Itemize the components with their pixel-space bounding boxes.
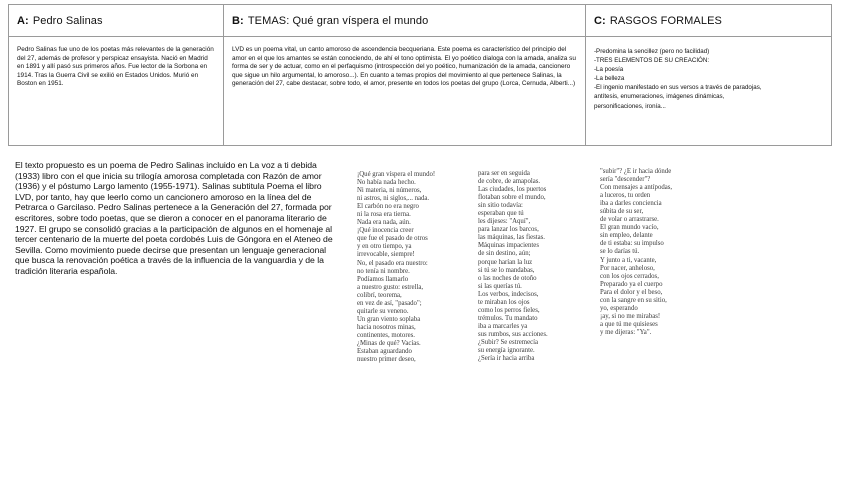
- poem-line: de sin destino, aún;: [478, 250, 531, 258]
- poem-line: las máquinas, las fiestas.: [478, 234, 546, 242]
- poem-line: con los ojos cerrados,: [600, 272, 659, 280]
- poem-line: de cobre, de amapolas.: [478, 178, 541, 186]
- column-letter: C:: [594, 14, 606, 27]
- poem-line: en vez de así, "pasado";: [357, 299, 422, 307]
- poem-line: iba a darles conciencia: [600, 200, 662, 208]
- poem-line: a luceros, tu orden: [600, 192, 651, 200]
- poem-line: Máquinas impacientes: [478, 242, 539, 250]
- author-bio: Pedro Salinas fue uno de los poetas más relevantes de la generación del 27, además de profesor y perspicaz ensayista. Nació en Madrid en 1891 y allí pasó sus primeros años. Fue lector de la Sorbona en 1914. Tras la Guerra Civil se exilió en Estados Unidos. Murió en Boston en 1951.: [17, 46, 214, 88]
- poem-line: sin empleo, delante: [600, 232, 653, 240]
- column-features-header: [586, 5, 831, 37]
- poem-line: "subir"? ¿E ir hacia dónde: [600, 168, 672, 175]
- poem-line: Ni materia, ni números,: [357, 187, 422, 195]
- poem-line: nuestro primer deseo,: [357, 356, 416, 364]
- poem-line: No, el pasado era nuestro:: [357, 259, 428, 267]
- feature-item: -Predomina la sencillez (pero no facilidad): [594, 48, 710, 55]
- poem-line: su energía ignorante.: [478, 347, 535, 355]
- poem-line: para lanzar los barcos,: [478, 226, 539, 234]
- column-formal-features: [586, 5, 831, 145]
- poem-line: flotaban sobre el mundo,: [478, 194, 546, 202]
- poem-line: quitarle su veneno.: [357, 307, 409, 315]
- column-title: Pedro Salinas: [32, 14, 103, 27]
- themes-text: LVD es un poema vital, un canto amoroso de ascendencia becqueriana. Este poema es característico del principio del amor en el que los amantes se están conociendo, de ahí el tono optimista. El yo poético dialoga con la amada, analiza su forma de ser y de actuar, como en el perfaquismo (introspección del yo poético, humanización de la amada, cancionero que sigue un hilo argumental, lo amoroso...). En cuanto a temas propios del movimiento al que pertenece Salinas, la generación del 27, cabe destacar, sobre todo, el amor, presente en todos los poetas del grupo (Lorca, Cernuda, Alberti...): [232, 46, 576, 88]
- poem-line: No había nada hecho.: [357, 179, 416, 187]
- poem-line: a nuestro gusto: estrella,: [357, 283, 424, 291]
- poem-line: Preparado ya el cuerpo: [600, 280, 663, 288]
- poem-column-2: [478, 170, 548, 363]
- intro-paragraph: El texto propuesto es un poema de Pedro Salinas incluido en La voz a ti debida (1933) libro con el que inicia su trilogía amorosa completada con Razón de amor (1936) y el póstumo Largo lamento (1955-1971). Salinas subtitula Poema el libro LVD, por tanto, hay que leerlo como un cancionero amoroso en la línea del de Petrarca o Garcilaso. Pedro Salinas pertenece a la Generación del 27, formada por escritores, sobre todo poetas, que se dieron a conocer en el panorama literario de 1927. El grupo se consolidó gracias a la participación de algunos en el homenaje al tercer centenario de la muerte del poeta cordobés Luis de Góngora en el Ateneo de Sevilla. Como movimiento puede decirse que presentan un lenguaje generacional que busca la renovación poética a través de la influencia de la vanguardia y de la tradición literaria española.: [15, 160, 333, 276]
- features-list: [586, 37, 831, 111]
- feature-item: personificaciones, ironía...: [594, 102, 666, 110]
- poem-line: Las ciudades, los puertos: [478, 186, 547, 194]
- feature-item: -La poesía: [594, 66, 624, 74]
- poem-line: ¿Subir? Se estremecía: [478, 338, 539, 346]
- poem-line: para ser en seguida: [478, 170, 530, 177]
- poem-line: Y junto a ti, vacante,: [600, 256, 657, 264]
- poem-line: a que tú me quisieses: [600, 320, 658, 328]
- poem-line: Nada era nada, aún.: [357, 219, 411, 227]
- poem-line: si las querías tú.: [478, 282, 522, 290]
- poem-line: si tú se lo mandabas,: [478, 266, 535, 274]
- column-title: TEMAS: Qué gran víspera el mundo: [247, 14, 429, 27]
- poem-line: ¡ay, si no me mirabas!: [600, 312, 661, 320]
- poem-line: no tenía ni nombre.: [357, 267, 410, 275]
- poem-line: ¡Qué gran víspera el mundo!: [357, 171, 436, 178]
- feature-item: -La belleza: [594, 75, 625, 83]
- poem-line: Con mensajes a antípodas,: [600, 184, 673, 192]
- column-author: [9, 5, 224, 145]
- feature-item: antítesis, enumeraciones, imágenes dinámicas,: [594, 93, 725, 101]
- poem-line: se lo darías tú.: [600, 248, 640, 256]
- poem-line: y me dijeras: "Ya".: [600, 328, 652, 336]
- poem-line: porque harían la luz: [478, 258, 533, 266]
- poem-line: o las noches de otoño: [478, 274, 537, 282]
- poem-line: de volar o arrastrarse.: [600, 216, 659, 224]
- poem-line: Por nacer, anheloso,: [600, 264, 655, 272]
- column-letter: A:: [17, 14, 29, 27]
- poem-line: sus rumbos, sus acciones.: [478, 330, 548, 338]
- column-themes: [224, 5, 586, 145]
- poem-line: esperaban que tú: [478, 210, 524, 218]
- column-author-header: [9, 5, 223, 37]
- feature-item: -El ingenio manifestado en sus versos a través de paradojas,: [594, 84, 762, 92]
- poem-line: irrevocable, siempre!: [357, 251, 415, 259]
- poem-line: El gran mundo vacío,: [600, 224, 659, 232]
- poem-line: sería "descender"?: [600, 176, 651, 184]
- poem-column-1: [357, 171, 435, 364]
- poem-line: como los perros fieles,: [478, 306, 540, 314]
- poem-line: te miraban los ojos: [478, 298, 530, 306]
- poem-line: continentes, motores.: [357, 331, 415, 339]
- info-table: [8, 4, 832, 146]
- column-letter: B:: [232, 14, 244, 27]
- poem-line: ¡Qué inocencia creer: [357, 227, 414, 235]
- poem-line: Un gran viento soplaba: [357, 315, 421, 323]
- poem-line: ni la rosa era tierna.: [357, 211, 411, 219]
- poem-line: de ti estaba: su impulso: [600, 240, 664, 248]
- poem-line: colibrí, teorema,: [357, 291, 402, 299]
- poem-line: sin sitio todavía:: [478, 202, 523, 210]
- poem-line: Podíamos llamarlo: [357, 275, 409, 283]
- poem-line: ¿Minas de qué? Vacías.: [357, 339, 421, 347]
- poem-column-3: [600, 168, 672, 337]
- poem-line: Estaban aguardando: [357, 348, 412, 356]
- poem-line: hacia nosotros minas,: [357, 323, 416, 331]
- poem-line: ¿Sería ir hacia arriba: [478, 355, 535, 363]
- poem-line: iba a marcarles ya: [478, 322, 528, 330]
- poem-line: y en otro tiempo, ya: [357, 243, 412, 251]
- poem-line: Para el dolor y el beso,: [600, 288, 663, 296]
- poem-line: les dijeses: "Aquí",: [478, 218, 531, 226]
- poem-line: Los verbos, indecisos,: [478, 290, 539, 298]
- poem-line: súbita de su ser,: [600, 208, 644, 216]
- poem-line: con la sangre en su sitio,: [600, 296, 667, 304]
- poem-line: que fue el pasado de otros: [357, 235, 428, 243]
- poem-line: yo, esperando: [600, 304, 638, 312]
- column-title: RASGOS FORMALES: [609, 14, 722, 27]
- poem-line: trémulos. Tu mandato: [478, 314, 538, 322]
- poem-line: ni astros, ni siglos,... nada.: [357, 195, 430, 203]
- feature-item: -TRES ELEMENTOS DE SU CREACIÓN:: [594, 57, 710, 65]
- column-themes-header: [224, 5, 585, 37]
- poem-line: El carbón no era negro: [357, 203, 419, 211]
